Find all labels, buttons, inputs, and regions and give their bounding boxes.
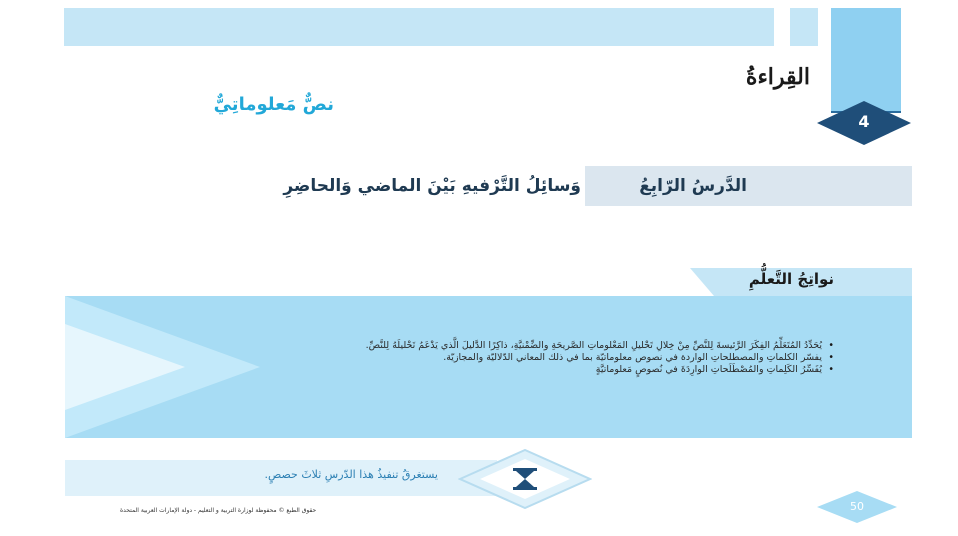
top-decorative-band xyxy=(64,8,774,46)
outcomes-list xyxy=(234,340,834,376)
page-number: 50 xyxy=(850,500,864,513)
outcome-item: • يُفَسِّرُ الكَلِماتِ والمُصْطَلَحاتِ الوارِدَةَ في نُصوصٍ مَعلوماتيَّةٍ xyxy=(234,364,834,376)
lesson-title: وَسائِلُ التَّرْفيهِ بَيْنَ الماضي وَالحاضِرِ xyxy=(283,176,581,196)
section-title: القِراءةُ xyxy=(745,64,810,90)
duration-text: يستغرقُ تنفيذُ هذا الدّرسِ ثلاثَ حصصٍ. xyxy=(264,468,438,481)
outcome-item: • يفسّر الكلماتِ والمصطلحاتِ الواردة في نصوص معلوماتيّة بما في ذلك المعاني الدّلاليّة والمجازيّة. xyxy=(234,352,834,364)
outcomes-heading: نواتِجُ التَّعلُّمِ xyxy=(748,270,834,288)
top-band-separator xyxy=(774,8,790,46)
chapter-number: 4 xyxy=(858,112,870,131)
copyright-text: حقوق الطبع © محفوظة لوزارة التربية و التعليم - دولة الإمارات العربية المتحدة xyxy=(120,507,317,514)
lesson-label-bar xyxy=(585,166,912,206)
top-decorative-band-small xyxy=(790,8,818,46)
text-type-label: نصٌّ مَعلوماتِيٌّ xyxy=(213,94,334,115)
lesson-label: الدَّرسُ الرّابِعُ xyxy=(639,176,747,196)
hourglass-icon xyxy=(458,449,592,509)
outcome-item: • يُحَدِّدُ المُتَعَلِّمُ الفِكَرَ الرَّئيسةَ لِلنَّصِّ مِنْ خِلالِ تَحْليلِ المَعْلوماتِ الصَّريحَةِ والضِّمْنيَّةِ، ذاكِرًا الدَّليلَ الَّذي يَدْعَمُ تَحْليلَهُ لِلنَّصِّ. xyxy=(234,340,834,352)
chapter-column xyxy=(831,8,901,112)
